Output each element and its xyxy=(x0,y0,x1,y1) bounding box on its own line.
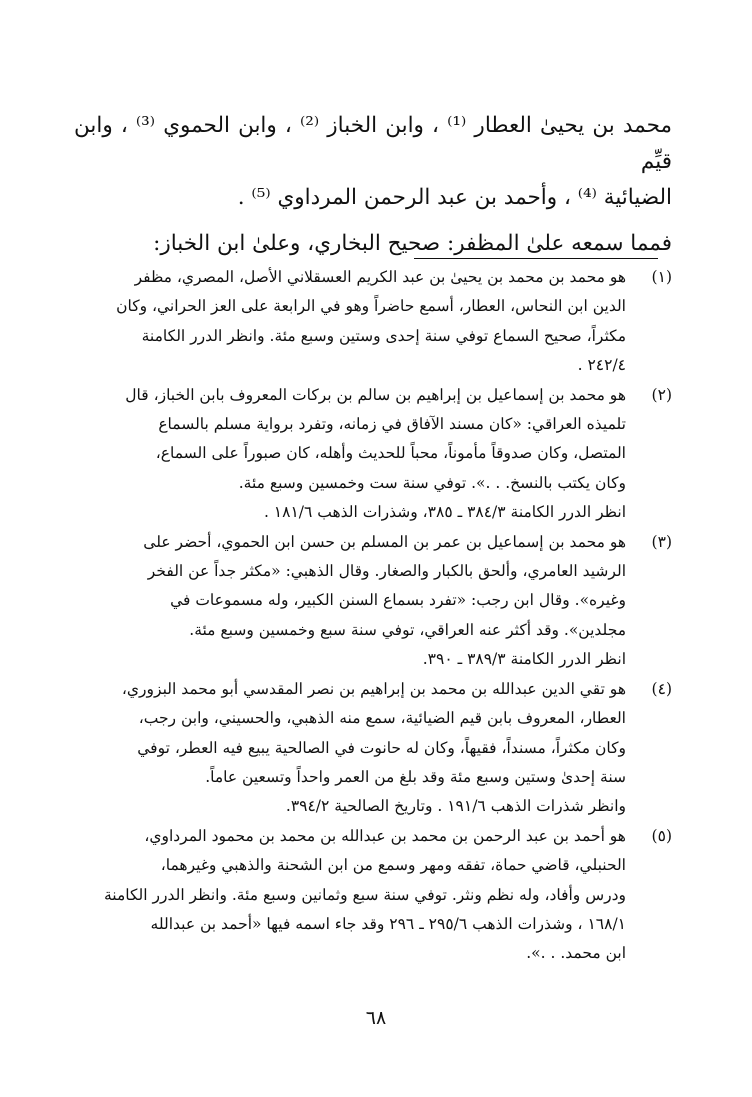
footnote-line: العطار، المعروف بابن قيم الضيائية، سمع منه الذهبي، والحسيني، وابن رجب، xyxy=(138,709,626,728)
footnote-line: وكان مكثراً، مسنداً، فقيهاً، وكان له حانوت في الصالحية يبيع فيه العطر، توفي xyxy=(137,738,626,757)
main-text-line: فمما سمعه علىٰ المظفر: صحيح البخاري، وعلىٰ ابن الخباز: xyxy=(153,231,672,256)
footnote-1 xyxy=(74,263,672,381)
footnote-number: (٥) xyxy=(651,826,672,845)
footnote-2 xyxy=(74,381,672,528)
footnote-line: انظر الدرر الكامنة ٣٨٩/٣ ـ ٣٩٠. xyxy=(422,650,626,669)
footnotes xyxy=(74,263,672,969)
footnote-line: المتصل، وكان صدوقاً مأموناً، محباً للحديث وأهله، كان صبوراً على السماع، xyxy=(155,444,626,463)
footnote-line: الحنبلي، قاضي حماة، تفقه ومهر وسمع من ابن الشحنة والذهبي وغيرهما، xyxy=(160,856,626,875)
footnote-line: تلميذه العراقي: «كان مسند الآفاق في زمانه، وتفرد برواية مسلم بالسماع xyxy=(158,415,626,434)
footnote-number: (٤) xyxy=(651,679,672,698)
footnote-line: وكان يكتب بالنسخ. . .». توفي سنة ست وخمسين وسبع مئة. xyxy=(238,473,626,492)
footnote-number: (٣) xyxy=(651,532,672,551)
page-number: ٦٨ xyxy=(365,1007,387,1029)
footnote-3 xyxy=(74,528,672,675)
footnote-line: الرشيد العامري، وألحق بالكبار والصغار. وقال الذهبي: «مكثر جداً عن الفخر xyxy=(147,562,626,581)
main-text xyxy=(74,108,672,262)
footnote-line: هو محمد بن إسماعيل بن عمر بن المسلم بن حسن ابن الحموي، أحضر على xyxy=(143,532,626,551)
footnote-4 xyxy=(74,675,672,822)
footnote-line: هو محمد بن إسماعيل بن إبراهيم بن سالم بن بركات المعروف بابن الخباز، قال xyxy=(125,385,626,404)
main-text-line: الضيائية ⁽⁴⁾ ، وأحمد بن عبد الرحمن المرداوي ⁽⁵⁾ . xyxy=(237,185,672,210)
footnote-line: الدين ابن النحاس، العطار، أسمع حاضراً وهو في الرابعة على العز الحراني، وكان xyxy=(116,297,626,316)
footnote-line: هو محمد بن محمد بن يحيىٰ بن عبد الكريم العسقلاني الأصل، المصري، مظفر xyxy=(134,268,626,286)
footnote-number: (١) xyxy=(651,268,672,286)
footnote-line: سنة إحدىٰ وستين وسبع مئة وقد بلغ من العمر واحداً وتسعين عاماً. xyxy=(205,767,626,786)
footnote-line: ١٦٨/١ ، وشذرات الذهب ٢٩٥/٦ ـ ٢٩٦ وقد جاء اسمه فيها «أحمد بن عبدالله xyxy=(150,914,626,933)
footnote-separator xyxy=(414,258,658,259)
footnote-line: مكثراً، صحيح السماع توفي سنة إحدى وستين وسبع مئة. وانظر الدرر الكامنة xyxy=(141,326,626,345)
footnote-line: ابن محمد. . .». xyxy=(526,944,626,963)
footnote-line: ٢٤٢/٤ . xyxy=(577,356,626,375)
footnote-line: انظر الدرر الكامنة ٣٨٤/٣ ـ ٣٨٥، وشذرات الذهب ١٨١/٦ . xyxy=(263,503,626,522)
footnote-line: ودرس وأفاد، وله نظم ونثر. توفي سنة سبع وثمانين وسبع مئة. وانظر الدرر الكامنة xyxy=(103,885,626,904)
main-text-line: محمد بن يحيىٰ العطار ⁽¹⁾ ، وابن الخباز ⁽²⁾ ، وابن الحموي ⁽³⁾ ، وابن قيِّم xyxy=(74,113,672,174)
footnote-line: مجلدين». وقد أكثر عنه العراقي، توفي سنة سبع وخمسين وسبع مئة. xyxy=(189,620,626,639)
footnote-line: وانظر شذرات الذهب ١٩١/٦ . وتاريخ الصالحية ٣٩٤/٢. xyxy=(285,797,626,816)
footnote-number: (٢) xyxy=(651,385,672,404)
footnote-line: هو أحمد بن عبد الرحمن بن محمد بن عبدالله بن محمد بن محمود المرداوي، xyxy=(144,826,626,845)
footnote-line: وغيره». وقال ابن رجب: «تفرد بسماع السنن الكبير، وله مسموعات في xyxy=(170,591,626,610)
footnote-line: هو تقي الدين عبدالله بن محمد بن إبراهيم بن نصر المقدسي أبو محمد البزوري، xyxy=(121,679,626,698)
footnote-5 xyxy=(74,822,672,969)
